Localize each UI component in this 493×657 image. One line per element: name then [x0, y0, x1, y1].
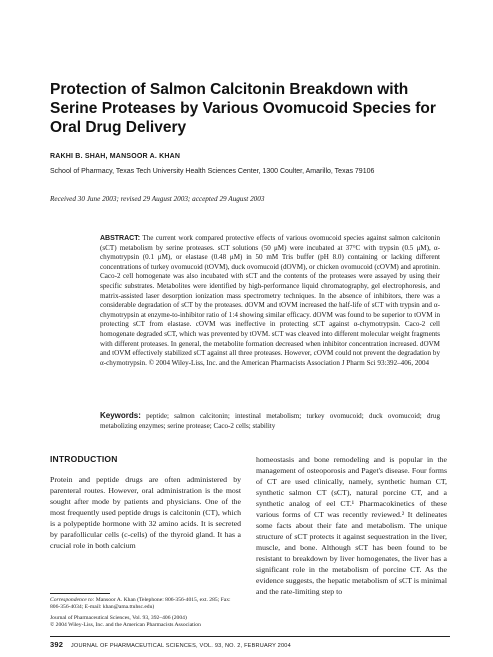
- abstract-text: The current work compared protective effects of various ovomucoid species against salmon calcitonin (sCT) metabolism by serine proteases. sCT solutions (50 μM) were incubated at 37°C with trypsin (0.5 μM), α-chymotrypsin (0.1 μM), or elastase (0.48 μM) in 50 mM Tris buffer (pH 8.0) containing or lacking different concentrations of turkey ovomucoid (tOVM), duck ovomucoid (dOVM), or chicken ovomucoid (cOVM) and aprotinin. Caco-2 cell homogenate was also incubated with sCT and the contents of the proteases were assayed by using their specific substrates. Metabolites were identified by high-performance liquid chromatography, gel electrophoresis, and matrix-assisted laser desorption ionization mass spectrometry techniques. In the absence of inhibitors, there was a considerable degradation of sCT by the proteases. dOVM and tOVM increased the half-life of sCT with trypsin and α-chymotrypsin at enzyme-to-inhibitor ratio of 1:4 showing similar efficacy. dOVM was found to be superior to tOVM in protecting sCT from elastase. cOVM was ineffective in protecting sCT against α-chymotrypsin. Caco-2 cell homogenate degraded sCT, which was prevented by tOVM. sCT was cleaved into different molecular weight fragments with different proteases. In general, the metabolite formation decreased when inhibitor concentration increased. dOVM and tOVM effectively stabilized sCT against all three proteases. However, cOVM could not prevent the degradation by α-chymotrypsin. © 2004 Wiley-Liss, Inc. and the American Pharmacists Association J Pharm Sci 93:392–406, 2004: [100, 234, 440, 367]
- body-column-right: [256, 454, 447, 597]
- affiliation: School of Pharmacy, Texas Tech University Health Sciences Center, 1300 Coulter, Amarillo, Texas 79106: [50, 168, 375, 175]
- correspondence-note: [50, 597, 242, 611]
- received-dates: Received 30 June 2003; revised 29 August 2003; accepted 29 August 2003: [50, 195, 265, 203]
- keywords-text: peptide; salmon calcitonin; intestinal metabolism; turkey ovomucoid; duck ovomucoid; drug metabolizing enzymes; serine protease; Caco-2 cells; stability: [100, 412, 440, 430]
- journal-citation: Journal of Pharmaceutical Sciences, Vol. 93, 392–406 (2004): [50, 615, 187, 621]
- body-column-left: [50, 454, 241, 551]
- footer-divider: [50, 636, 450, 637]
- keywords-label: Keywords:: [100, 411, 141, 420]
- footnotes: [50, 597, 242, 629]
- author-list: RAKHI B. SHAH, MANSOOR A. KHAN: [50, 153, 181, 160]
- keywords-block: [100, 411, 440, 431]
- correspondence-text: Mansoor A. Khan (Telephone: 806-356-4015, ext. 285; Fax: 806-356-4034; E-mail: khan@ama.ttuhsc.edu): [50, 597, 231, 610]
- introduction-paragraph-right: homeostasis and bone remodeling and is popular in the management of osteoporosis and Paget's disease. Four forms of CT are used clinically, namely, synthetic human CT, synthetic salmon CT (sCT), natural porcine CT, and a synthetic analog of eel CT.¹ Pharmacokinetics of these various forms of CT was recently reviewed.² It delineates some facts about their fate and metabolism. The unique structure of sCT protects it against sequestration in the liver, muscle, and bone. Although sCT has been found to be resistant to breakdown by liver homogenates, the liver has a significant role in the metabolism of porcine CT. As the evidence suggests, the hepatic metabolism of sCT is minimal and the rate-limiting step to: [256, 455, 447, 596]
- article-title: Protection of Salmon Calcitonin Breakdown with Serine Proteases by Various Ovomucoid Species for Oral Drug Delivery: [50, 81, 436, 136]
- section-heading-introduction: INTRODUCTION: [50, 454, 118, 464]
- abstract-block: [100, 234, 440, 368]
- correspondence-label: Correspondence to:: [50, 597, 95, 603]
- copyright-notice: © 2004 Wiley-Liss, Inc. and the American Pharmacists Association: [50, 622, 201, 628]
- abstract-label: ABSTRACT:: [100, 235, 141, 242]
- introduction-paragraph-left: Protein and peptide drugs are often administered by parenteral routes. However, oral administration is the most sought after mode by patients and physicians. One of the most frequently used peptide drugs is calcitonin (CT), which is a polypeptide hormone with 32 amino acids. It is secreted by parafollicular cells (c-cells) of the thyroid gland. It has a crucial role in both calcium: [50, 475, 241, 550]
- footnote-divider: [50, 593, 110, 594]
- page-footer: [50, 640, 450, 649]
- running-head: JOURNAL OF PHARMACEUTICAL SCIENCES, VOL. 93, NO. 2, FEBRUARY 2004: [70, 643, 291, 649]
- page-number: 392: [50, 640, 64, 649]
